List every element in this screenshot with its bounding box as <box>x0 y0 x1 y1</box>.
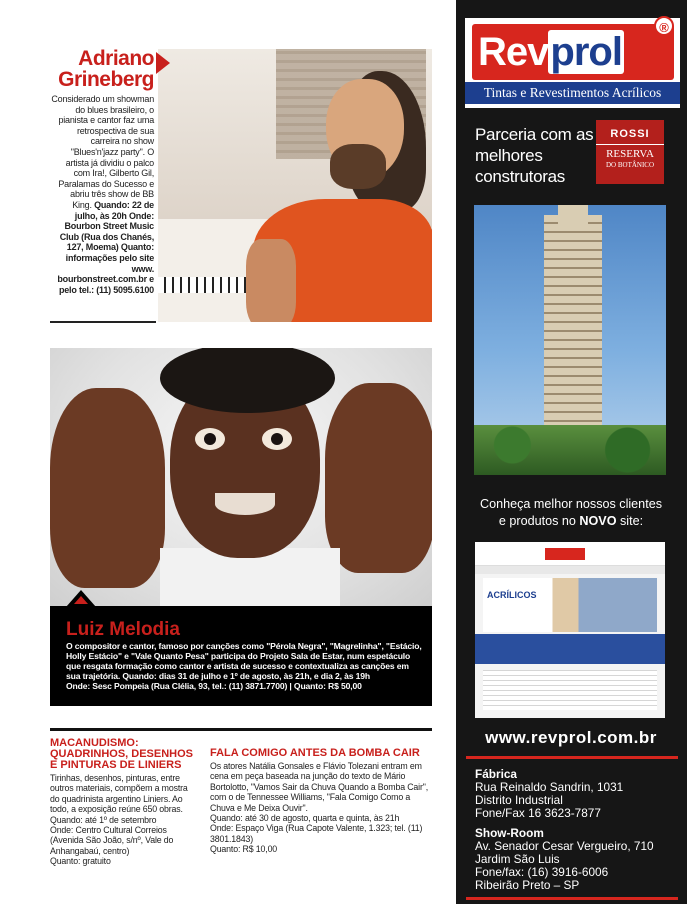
showroom-heading: Show-Room <box>475 826 544 840</box>
factory-address <box>475 768 675 820</box>
adriano-when: Quando: 22 de julho, às 20h <box>74 199 154 221</box>
melodia-where: Onde: Sesc Pompeia (Rua Clélia, 93, tel.: (11) 3871.7700) | Quanto: R$ 50,00 <box>66 681 362 691</box>
ad-divider <box>466 756 678 759</box>
showroom-line: Ribeirão Preto – SP <box>475 878 580 892</box>
ad-bottom-divider <box>466 897 678 900</box>
melodia-photo <box>50 348 432 606</box>
showroom-address <box>475 827 675 892</box>
adriano-name <box>50 48 154 90</box>
listing-title: MACANUDISMO: QUADRINHOS, DESENHOS E PINTURAS DE LINIERS <box>50 737 194 771</box>
listings-divider <box>50 728 432 731</box>
showroom-line: Jardim São Luis <box>475 852 560 866</box>
adriano-where: Onde: Bourbon Street Music Club (Rua dos Chanés, 127, Moema) <box>59 210 154 253</box>
melodia-body <box>66 641 422 691</box>
rossi-product: RESERVA <box>596 144 664 160</box>
registered-mark-icon: ® <box>654 16 674 36</box>
revprol-url: www.revprol.com.br <box>485 728 657 747</box>
melodia-caption <box>50 606 432 706</box>
melodia-description: O compositor e cantor, famoso por canções como "Pérola Negra", "Magrelinha", "Estácio, Holly Estácio" e "Vale Quanto Pesa" participa do Projeto Sala de Estar, num espetáculo que resgata formação como cantor e artista de sucesso e contextualiza as canções em sua trajetória. Quando: dias 31 de julho e 1º de agosto, às 21h, e dia 2, às 19h <box>66 641 422 681</box>
adriano-name-line2: Grineberg <box>58 68 154 91</box>
factory-heading: Fábrica <box>475 767 517 781</box>
adriano-body <box>50 94 154 295</box>
brand-part-b: prol <box>550 30 622 74</box>
building-photo <box>474 205 666 475</box>
partner-headline: Parceria com as melhores construtoras <box>475 125 594 186</box>
listing-when: Quando: até 1º de setembro <box>50 814 157 825</box>
listing-fala-comigo <box>210 748 432 855</box>
rossi-product-sub: DO BOTÂNICO <box>605 161 655 169</box>
factory-line: Fone/Fax 16 3623-7877 <box>475 806 601 820</box>
website-screenshot <box>475 542 665 718</box>
listing-body <box>210 761 432 855</box>
adriano-article <box>50 48 154 295</box>
brand-part-a: Rev <box>478 30 549 74</box>
factory-line: Rua Reinaldo Sandrin, 1031 <box>475 780 624 794</box>
site-promo-text <box>466 496 676 530</box>
showroom-line: Av. Senador Cesar Vergueiro, 710 <box>475 839 654 853</box>
adriano-divider <box>50 321 156 323</box>
site-promo-line2: e produtos no NOVO site: <box>498 514 644 528</box>
listing-description: Tirinhas, desenhos, pinturas, entre outros materiais, compõem a mostra do quadrinista argentino Liniers. Ao todo, a exposição reúne 650 obras. <box>50 773 188 815</box>
listing-body <box>50 773 196 867</box>
adriano-description: Considerado um showman do blues brasileiro, o pianista e cantor faz uma retrospectiva de sua carreira no show "Blues'n'jazz party". O artista já dividiu o palco com Ira!, Gilberto Gil, Paralamas do Sucesso e abriu três show de BB King. <box>51 94 154 210</box>
listing-description: Os atores Natália Gonsales e Flávio Tolezani entram em cena em peça baseada na junção do texto de Mário Bortolotto, "Vamos Sair da Chuva Quando a Bomba Cair", com o de Tennessee Williams, "Fala Comigo Como a Chuva e Me Deixa Ouvir". <box>210 761 429 813</box>
listing-price: Quanto: R$ 10,00 <box>210 844 278 855</box>
revprol-logo-text <box>478 30 624 74</box>
listing-where: Onde: Centro Cultural Correios (Avenida São João, s/nº, Vale do Anhangabaú, centro) <box>50 825 174 856</box>
adriano-name-line1: Adriano <box>78 47 154 70</box>
rossi-brand: ROSSI <box>610 128 650 140</box>
adriano-info: Quanto: informações pelo site www. bourbonstreet.com.br e pelo tel.: (11) 5095.6100 <box>57 242 154 295</box>
listing-price: Quanto: gratuito <box>50 856 111 867</box>
revprol-tagline: Tintas e Revestimentos Acrílicos <box>465 82 680 104</box>
rossi-logo <box>596 120 664 184</box>
factory-line: Distrito Industrial <box>475 793 563 807</box>
site-promo-line1: Conheça melhor nossos clientes <box>479 497 662 511</box>
website-hero-word: ACRÍLICOS <box>487 590 537 600</box>
listing-when: Quando: até 30 de agosto, quarta e quinta, às 21h <box>210 813 400 824</box>
listing-macanudismo <box>50 738 196 867</box>
adriano-photo <box>158 49 432 322</box>
showroom-line: Fone/fax: (16) 3916-6006 <box>475 865 609 879</box>
listing-title: FALA COMIGO ANTES DA BOMBA CAIR <box>210 747 420 759</box>
listing-where: Onde: Espaço Viga (Rua Capote Valente, 1.323; tel. (11) 3801.1843) <box>210 823 423 844</box>
melodia-name: Luiz Melodia <box>66 619 180 640</box>
